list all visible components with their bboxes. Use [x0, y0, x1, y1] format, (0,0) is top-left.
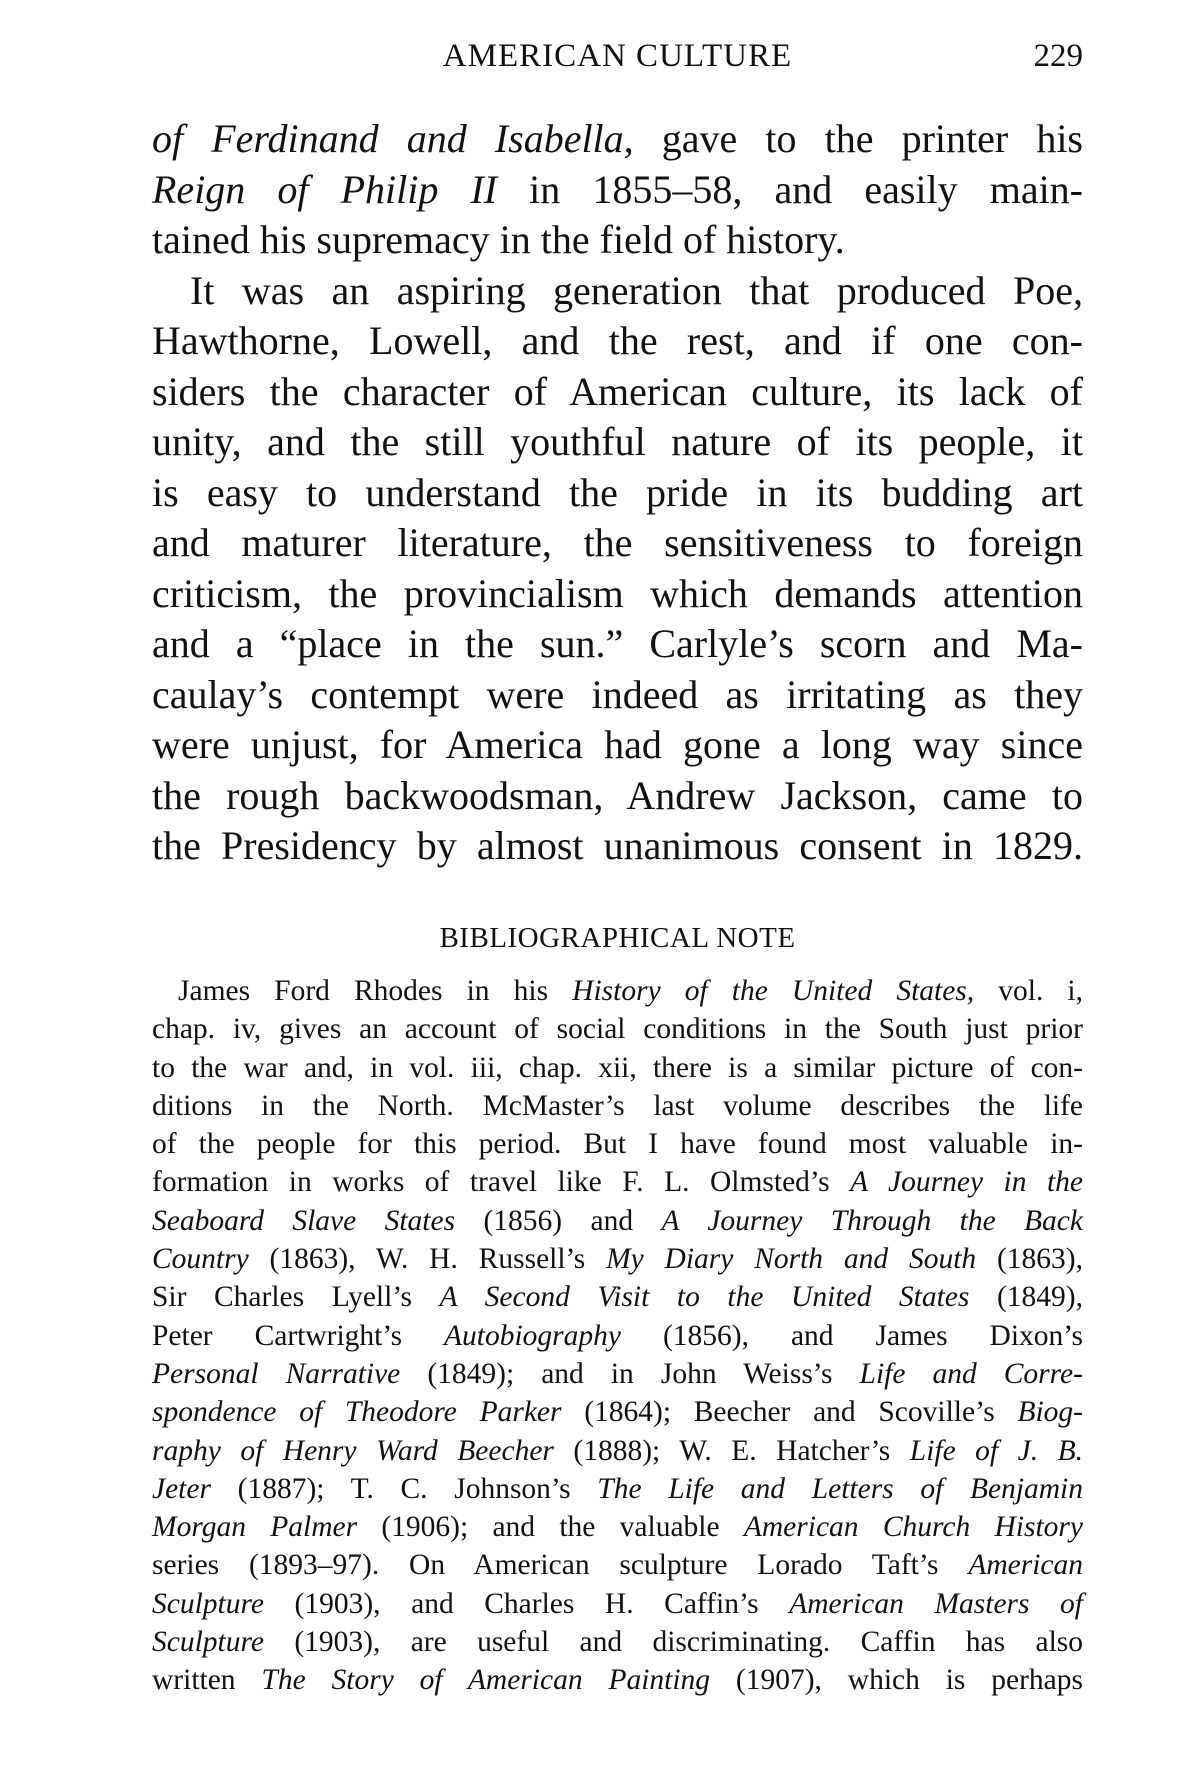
text-segment: (1863), — [976, 1243, 1084, 1276]
text-segment: Hawthorne, Lowell, and the rest, and if one con- — [152, 318, 1083, 363]
text-segment: chap. iv, gives an account of social conditions in the South just prior — [152, 1013, 1083, 1046]
italic-title-text: of Ferdinand and Isabella, — [152, 116, 634, 161]
text-line — [152, 821, 1083, 872]
text-line — [152, 1355, 1083, 1393]
italic-title-text: Life and Corre- — [859, 1357, 1083, 1390]
text-segment: (1903), are useful and discriminating. Caffin has also — [263, 1626, 1083, 1659]
section-heading: BIBLIOGRAPHICAL NOTE — [439, 922, 796, 954]
text-segment: (1903), and Charles H. Caffin’s — [263, 1587, 790, 1620]
text-line — [152, 1623, 1083, 1661]
text-segment: formation in works of travel like F. L. Olmsted’s — [152, 1166, 851, 1199]
italic-title-text: spondence of Theodore Parker — [152, 1396, 562, 1429]
italic-title-text: Sculpture — [152, 1587, 264, 1620]
text-line — [152, 1240, 1083, 1278]
italic-title-text: Seaboard Slave States — [152, 1204, 456, 1237]
italic-title-text: raphy of Henry Ward Beecher — [152, 1434, 554, 1467]
italic-title-text: Biog- — [1017, 1396, 1083, 1429]
text-line — [152, 215, 1083, 266]
text-line — [152, 619, 1083, 670]
text-segment: of the people for this period. But I have found most valuable in- — [152, 1128, 1083, 1161]
text-segment: unity, and the still youthful nature of its people, it — [152, 419, 1083, 464]
text-segment: (1887); T. C. Johnson’s — [210, 1472, 598, 1505]
running-title: AMERICAN CULTURE — [442, 38, 793, 74]
text-segment: ditions in the North. McMaster’s last volume describes the life — [152, 1089, 1083, 1122]
text-segment: criticism, the provincialism which demands attention — [152, 570, 1083, 616]
text-line — [152, 1470, 1083, 1508]
text-segment: (1849), — [969, 1281, 1083, 1314]
italic-title-text: Reign of Philip II — [152, 166, 498, 212]
italic-title-text: Morgan Palmer — [152, 1511, 358, 1544]
text-line — [152, 1317, 1083, 1355]
main-body-text — [152, 114, 1083, 872]
text-line — [152, 266, 1083, 317]
text-line — [152, 1546, 1083, 1584]
italic-title-text: Personal Narrative — [152, 1357, 401, 1390]
text-segment: series (1893–97). On American sculpture Lorado Taft’s — [152, 1549, 969, 1582]
text-line — [152, 569, 1083, 620]
italic-title-text: My Diary North and South — [606, 1243, 977, 1276]
text-line — [152, 367, 1083, 418]
text-line — [152, 1087, 1083, 1125]
text-segment: It was an aspiring generation that produced Poe, — [190, 267, 1083, 313]
text-line — [152, 972, 1083, 1010]
text-line — [152, 1661, 1083, 1699]
italic-title-text: Jeter — [152, 1472, 211, 1505]
text-segment: gave to the printer his — [633, 116, 1083, 161]
text-segment: in 1855–58, and easily main- — [497, 166, 1084, 212]
italic-title-text: Autobiography — [444, 1319, 622, 1352]
text-segment: were unjust, for America had gone a long way since — [152, 722, 1083, 767]
text-segment: Sir Charles Lyell’s — [152, 1281, 440, 1314]
italic-title-text: American — [968, 1549, 1083, 1582]
text-line — [152, 1163, 1083, 1201]
text-line — [152, 316, 1083, 367]
text-segment: (1907), which is perhaps — [710, 1664, 1083, 1697]
text-segment: Peter Cartwright’s — [152, 1319, 445, 1352]
text-line — [152, 1585, 1083, 1623]
text-line — [152, 1508, 1083, 1546]
italic-title-text: American Church History — [743, 1511, 1083, 1544]
text-line — [152, 518, 1083, 569]
text-segment: is easy to understand the pride in its budding art — [152, 469, 1083, 515]
text-line — [152, 417, 1083, 468]
text-segment: (1856) and — [455, 1204, 662, 1237]
italic-title-text: A Second Visit to the United States — [439, 1281, 970, 1314]
italic-title-text: The Life and Letters of Benjamin — [597, 1472, 1083, 1505]
text-line — [152, 468, 1083, 519]
text-line — [152, 720, 1083, 771]
text-segment: (1849); and in John Weiss’s — [400, 1357, 860, 1390]
text-segment: the rough backwoodsman, Andrew Jackson, came to — [152, 772, 1083, 818]
text-segment: to the war and, in vol. iii, chap. xii, there is a similar picture of con- — [152, 1051, 1083, 1084]
text-segment: (1888); W. E. Hatcher’s — [553, 1434, 910, 1467]
text-line — [152, 114, 1083, 165]
text-line — [152, 1393, 1083, 1431]
text-segment: and a “place in the sun.” Carlyle’s scorn and Ma- — [152, 621, 1083, 666]
italic-title-text: Country — [152, 1243, 249, 1276]
page-number: 229 — [1033, 38, 1083, 74]
text-segment: and maturer literature, the sensitiveness to foreign — [152, 520, 1083, 565]
text-segment: tained his supremacy in the field of history. — [152, 217, 845, 262]
text-line — [152, 1202, 1083, 1240]
italic-title-text: Life of J. B. — [909, 1434, 1084, 1467]
bibliographical-note-text — [152, 972, 1083, 1700]
text-line — [152, 1432, 1083, 1470]
text-segment: the Presidency by almost unanimous consent in 1829. — [152, 823, 1083, 868]
text-segment: caulay’s contempt were indeed as irritating as they — [152, 671, 1083, 717]
text-segment: vol. i, — [974, 975, 1083, 1007]
text-segment: written — [152, 1664, 262, 1697]
text-segment: (1856), and James Dixon’s — [621, 1319, 1083, 1352]
text-segment: James Ford Rhodes in his — [178, 975, 573, 1007]
text-segment: (1906); and the valuable — [357, 1511, 744, 1544]
italic-title-text: American Masters of — [789, 1587, 1083, 1620]
text-segment: (1863), W. H. Russell’s — [248, 1243, 607, 1276]
text-line — [152, 1010, 1083, 1048]
italic-title-text: A Journey in the — [850, 1166, 1084, 1199]
italic-title-text: Sculpture — [152, 1626, 264, 1659]
text-line — [152, 1278, 1083, 1316]
text-line — [152, 670, 1083, 721]
text-line — [152, 1049, 1083, 1087]
italic-title-text: History of the United States, — [572, 975, 975, 1007]
text-line — [152, 165, 1083, 216]
text-segment: siders the character of American culture, its lack of — [152, 368, 1083, 414]
italic-title-text: The Story of American Painting — [261, 1664, 711, 1697]
text-line — [152, 1125, 1083, 1163]
page-header — [152, 38, 1083, 84]
text-segment: (1864); Beecher and Scoville’s — [561, 1396, 1018, 1429]
italic-title-text: A Journey Through the Back — [661, 1204, 1083, 1237]
text-line — [152, 771, 1083, 822]
